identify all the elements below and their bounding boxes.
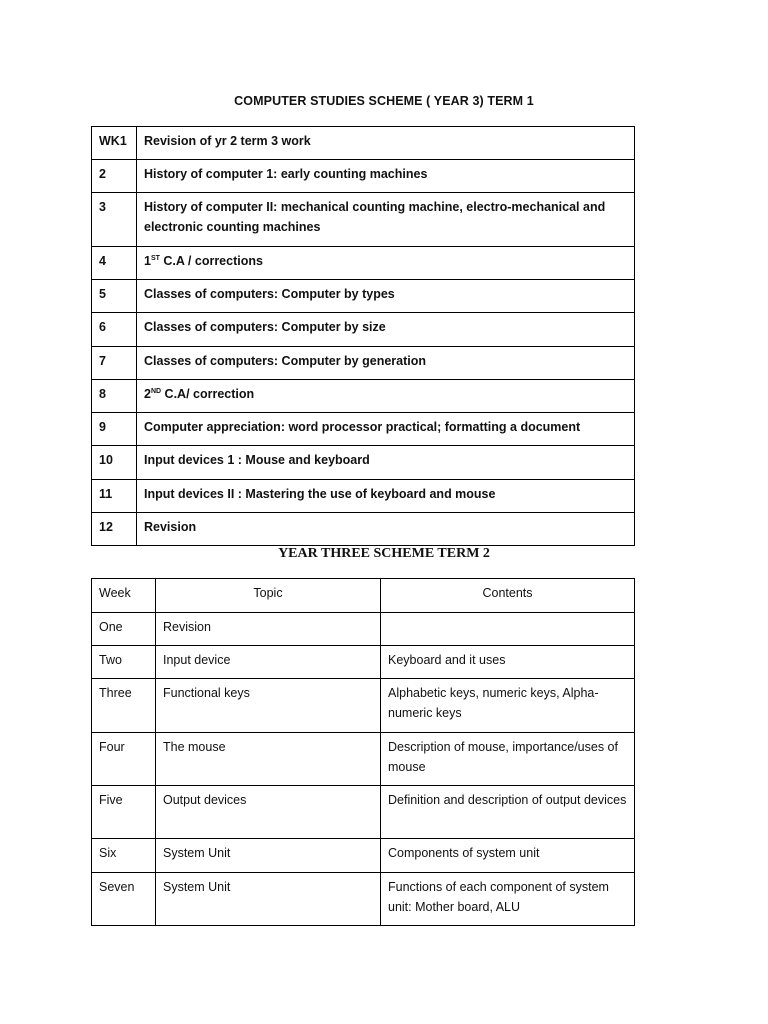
ordinal-number: 2 xyxy=(144,387,151,401)
table-row xyxy=(92,646,635,679)
week-header: Week xyxy=(92,579,156,613)
ordinal-number: 1 xyxy=(144,254,151,268)
topic-text: C.A / corrections xyxy=(159,254,263,268)
term1-scheme-table xyxy=(91,126,635,546)
topic-cell: History of computer II: mechanical counting machine, electro-mechanical and electronic counting machines xyxy=(137,193,635,247)
topic-cell: System Unit xyxy=(156,839,381,873)
topic-cell: Revision of yr 2 term 3 work xyxy=(137,127,635,160)
topic-header: Topic xyxy=(156,579,381,613)
contents-cell: Alphabetic keys, numeric keys, Alpha-numeric keys xyxy=(381,679,635,733)
week-cell: 7 xyxy=(92,347,137,380)
contents-header: Contents xyxy=(381,579,635,613)
week-cell: 3 xyxy=(92,193,137,247)
term1-title: COMPUTER STUDIES SCHEME ( YEAR 3) TERM 1 xyxy=(234,94,534,108)
contents-cell: Description of mouse, importance/uses of mouse xyxy=(381,733,635,786)
contents-cell: Keyboard and it uses xyxy=(381,646,635,679)
table-row xyxy=(92,413,635,446)
table-row xyxy=(92,193,635,247)
week-cell: Two xyxy=(92,646,156,679)
topic-cell: The mouse xyxy=(156,733,381,786)
week-cell: 9 xyxy=(92,413,137,446)
table-row xyxy=(92,160,635,193)
table-row xyxy=(92,247,635,280)
week-cell: Six xyxy=(92,839,156,873)
topic-cell: History of computer 1: early counting machines xyxy=(137,160,635,193)
table-row xyxy=(92,733,635,786)
table-header-row xyxy=(92,579,635,613)
contents-cell: Functions of each component of system unit: Mother board, ALU xyxy=(381,873,635,926)
term2-title: YEAR THREE SCHEME TERM 2 xyxy=(278,546,490,561)
contents-cell: Definition and description of output devices xyxy=(381,786,635,839)
contents-cell: Components of system unit xyxy=(381,839,635,873)
week-cell: 11 xyxy=(92,480,137,513)
term2-scheme-table xyxy=(91,578,635,926)
topic-cell: Revision xyxy=(156,613,381,646)
week-cell: WK1 xyxy=(92,127,137,160)
table-row xyxy=(92,313,635,347)
table-row xyxy=(92,280,635,313)
contents-cell xyxy=(381,613,635,646)
week-cell: 12 xyxy=(92,513,137,546)
table-row xyxy=(92,446,635,480)
table-row xyxy=(92,679,635,733)
table-row xyxy=(92,613,635,646)
topic-cell: Functional keys xyxy=(156,679,381,733)
ordinal-suffix: ND xyxy=(150,388,162,395)
topic-cell xyxy=(137,380,635,413)
table-row xyxy=(92,839,635,873)
topic-cell: Input devices II : Mastering the use of keyboard and mouse xyxy=(137,480,635,513)
week-cell: 2 xyxy=(92,160,137,193)
topic-cell: Classes of computers: Computer by size xyxy=(137,313,635,347)
topic-cell: Input devices 1 : Mouse and keyboard xyxy=(137,446,635,480)
topic-text: C.A/ correction xyxy=(161,387,255,401)
topic-cell xyxy=(137,247,635,280)
table-row xyxy=(92,786,635,839)
week-cell: Four xyxy=(92,733,156,786)
week-cell: Three xyxy=(92,679,156,733)
week-cell: 5 xyxy=(92,280,137,313)
week-cell: 6 xyxy=(92,313,137,347)
table-row xyxy=(92,873,635,926)
topic-cell: Classes of computers: Computer by generation xyxy=(137,347,635,380)
ordinal-suffix: ST xyxy=(150,255,160,262)
week-cell: 8 xyxy=(92,380,137,413)
week-cell: Five xyxy=(92,786,156,839)
topic-cell: Revision xyxy=(137,513,635,546)
topic-cell: Output devices xyxy=(156,786,381,839)
week-cell: 10 xyxy=(92,446,137,480)
table-row xyxy=(92,127,635,160)
table-row xyxy=(92,347,635,380)
topic-cell: System Unit xyxy=(156,873,381,926)
week-cell: One xyxy=(92,613,156,646)
week-cell: Seven xyxy=(92,873,156,926)
table-row xyxy=(92,480,635,513)
topic-cell: Computer appreciation: word processor practical; formatting a document xyxy=(137,413,635,446)
topic-cell: Classes of computers: Computer by types xyxy=(137,280,635,313)
topic-cell: Input device xyxy=(156,646,381,679)
table-row xyxy=(92,380,635,413)
week-cell: 4 xyxy=(92,247,137,280)
table-row xyxy=(92,513,635,546)
